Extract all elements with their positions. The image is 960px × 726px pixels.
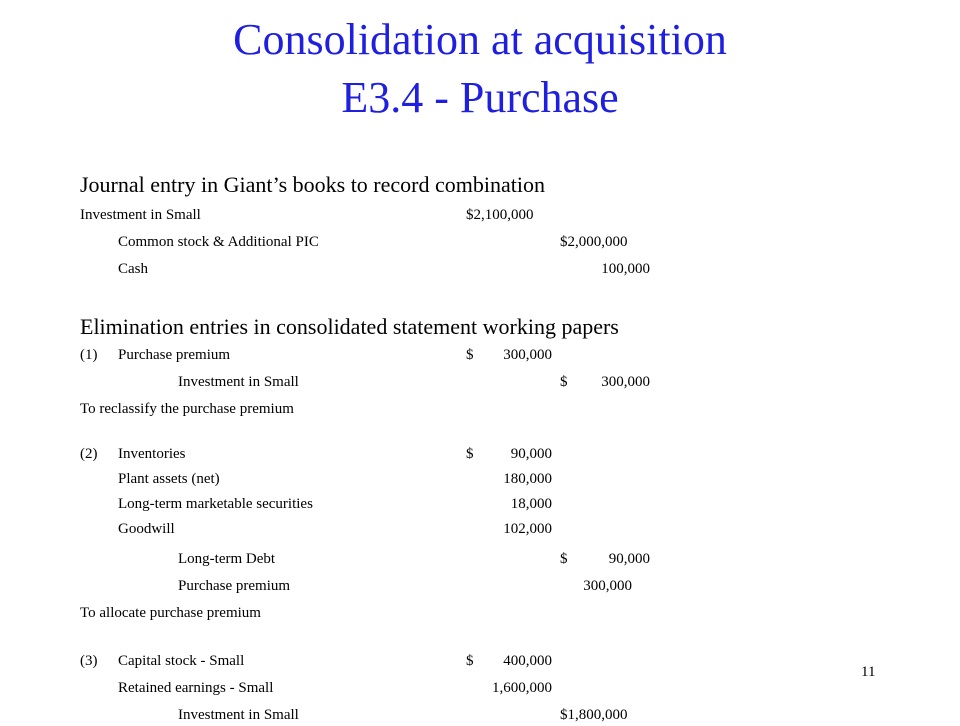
debit-amount: $2,100,000: [466, 207, 534, 223]
credit-dollar-sign: $: [560, 374, 568, 390]
debit-amount: 180,000: [503, 471, 552, 487]
account-name: Goodwill: [118, 521, 175, 537]
account-name: Cash: [118, 261, 148, 277]
account-name: Long-term Debt: [178, 551, 276, 567]
credit-amount: 100,000: [601, 261, 650, 277]
account-name: Investment in Small: [80, 207, 201, 223]
entry-1-line-1: [0, 344, 960, 366]
entry-1-explanation: [0, 398, 960, 420]
debit-amount: 1,600,000: [492, 680, 552, 696]
credit-amount: $1,800,000: [560, 707, 628, 723]
credit-amount: 300,000: [583, 578, 632, 594]
entry-number: (2): [80, 446, 98, 462]
journal-entry-heading: Journal entry in Giant’s books to record combination: [80, 172, 545, 197]
account-name: Purchase premium: [118, 347, 231, 363]
entry-3-line-2: [0, 677, 960, 699]
slide-title-line-2: E3.4 - Purchase: [341, 73, 619, 122]
account-name: Inventories: [118, 446, 186, 462]
account-name: Plant assets (net): [118, 471, 220, 487]
credit-amount: 90,000: [608, 551, 650, 567]
slide-title-line-1: Consolidation at acquisition: [233, 15, 727, 64]
debit-amount: 102,000: [503, 521, 552, 537]
entry-2-explanation: [0, 602, 960, 624]
journal-line-cash: [0, 258, 960, 280]
entry-number: (1): [80, 347, 98, 363]
credit-amount: $2,000,000: [560, 234, 628, 250]
credit-amount: 300,000: [601, 374, 650, 390]
account-name: Capital stock - Small: [118, 653, 245, 669]
entry-2-line-6: [0, 575, 960, 597]
entry-1-line-2: [0, 371, 960, 393]
entry-3-line-1: [0, 650, 960, 672]
account-name: Purchase premium: [178, 578, 291, 594]
debit-amount: 90,000: [510, 446, 552, 462]
credit-dollar-sign: $: [560, 551, 568, 567]
account-name: Investment in Small: [178, 374, 299, 390]
account-name: Retained earnings - Small: [118, 680, 274, 696]
debit-amount: 18,000: [510, 496, 552, 512]
entry-2-line-4: [0, 518, 960, 540]
elimination-heading: Elimination entries in consolidated statement working papers: [80, 314, 619, 339]
debit-dollar-sign: $: [466, 653, 474, 669]
page-number: 11: [861, 664, 876, 680]
journal-line-common-stock: [0, 231, 960, 253]
account-name: Common stock & Additional PIC: [118, 234, 319, 250]
explanation-text: To allocate purchase premium: [80, 605, 261, 621]
entry-number: (3): [80, 653, 98, 669]
account-name: Long-term marketable securities: [118, 496, 313, 512]
account-name: Investment in Small: [178, 707, 299, 723]
debit-amount: 400,000: [503, 653, 552, 669]
entry-2-line-5: [0, 548, 960, 570]
entry-3-line-3: [0, 704, 960, 726]
entry-2-line-3: [0, 493, 960, 515]
debit-dollar-sign: $: [466, 347, 474, 363]
debit-amount: 300,000: [503, 347, 552, 363]
explanation-text: To reclassify the purchase premium: [80, 401, 294, 417]
journal-line-investment: [0, 204, 960, 226]
entry-2-line-2: [0, 468, 960, 490]
debit-dollar-sign: $: [466, 446, 474, 462]
entry-2-line-1: [0, 443, 960, 465]
